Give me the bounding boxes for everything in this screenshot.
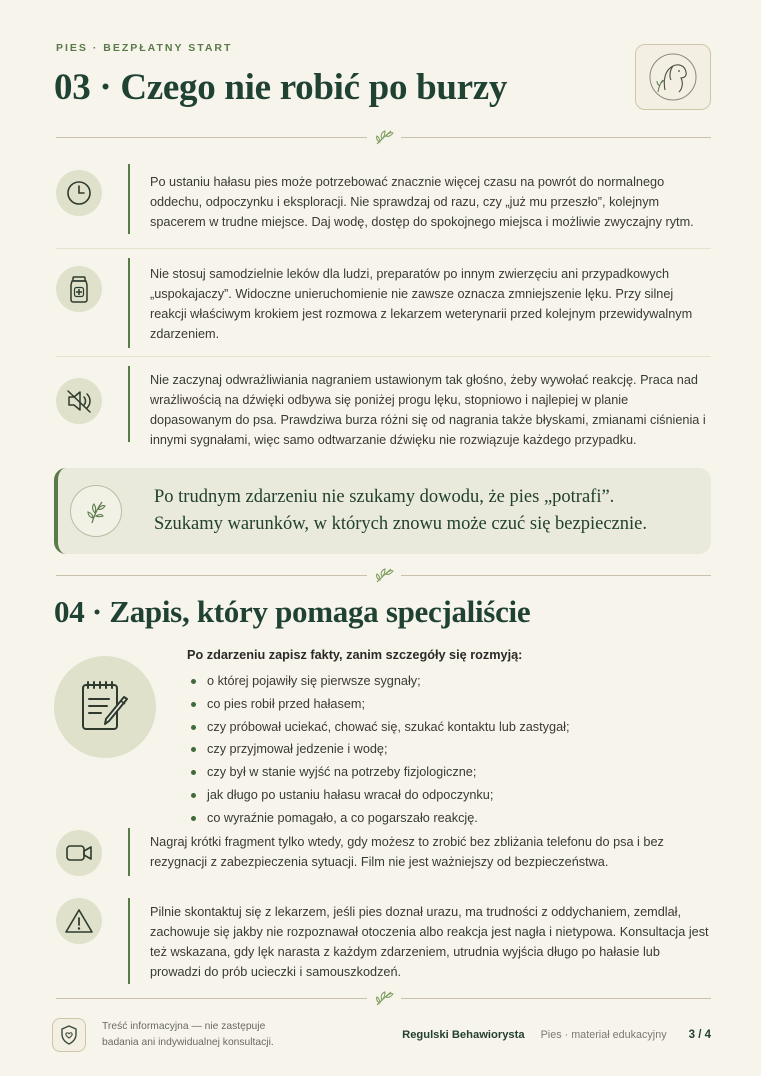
dog-icon — [643, 50, 703, 104]
list-item: czy próbował uciekać, chować się, szukać kontaktu lub zastygał; — [189, 716, 569, 739]
icon-badge — [56, 898, 102, 944]
medicine-jar-icon — [65, 274, 93, 304]
section-number: 04 — [54, 594, 85, 629]
leaf-icon — [373, 989, 395, 1007]
icon-badge — [56, 830, 102, 876]
clock-icon — [65, 179, 93, 207]
advice-item-warning — [56, 898, 711, 984]
advice-text: Nie stosuj samodzielnie leków dla ludzi, preparatów po innym zwierzęciu ani przypadkowych „uspokajaczy”. Widoczne unieruchomienie nie zawsze oznacza zmniejszenie lęku. Przy silnej reakcji właściwym krokiem jest rozmowa z lekarzem weterynarii przed kolejnym przewidywalnym zdarzeniem. — [150, 267, 693, 341]
video-camera-icon — [64, 842, 94, 864]
advice-text: Nagraj krótki fragment tylko wtedy, gdy możesz to zrobić bez zbliżania telefonu do psa i bez rezygnacji z zabezpieczenia sytuacji. Film nie jest ważniejszy od bezpieczeństwa. — [150, 835, 664, 869]
leaf-icon — [373, 566, 395, 584]
quote-line: Po trudnym zdarzeniu nie szukamy dowodu, że pies „potrafi”. — [154, 487, 615, 507]
notepad-pencil-icon — [73, 675, 137, 739]
advice-item-video — [56, 828, 711, 876]
facts-list — [189, 670, 569, 830]
page-title — [54, 66, 507, 109]
advice-text: Nie zaczynaj odwrażliwiania nagraniem ustawionym tak głośno, żeby wywołać reakcję. Praca nad wrażliwością na dźwięki odbywa się poniżej progu lęku, stopniowo i najlepiej w planie dopasowanym do psa. Prawdziwa burza różni się od nagrania także błyskami, zmianami ciśnienia i innymi sygnałami, więc samo odtwarzanie dźwięku nie rozwiązuje każdego przypadku. — [150, 373, 706, 447]
section-divider — [56, 127, 711, 147]
key-message-box — [54, 468, 711, 554]
notes-badge — [54, 656, 156, 758]
list-item: co pies robił przed hałasem; — [189, 693, 569, 716]
icon-badge — [56, 266, 102, 312]
section-title-text: · Zapis, który pomaga specjaliście — [84, 594, 531, 629]
speaker-muted-icon — [64, 387, 94, 415]
advice-item-medication — [56, 258, 711, 348]
page-number: 3 / 4 — [688, 1029, 711, 1041]
shield-badge — [52, 1018, 86, 1052]
page-kicker: PIES · BEZPŁATNY START — [56, 42, 233, 54]
advice-text: Po ustaniu hałasu pies może potrzebować znacznie więcej czasu na powrót do normalnego oddechu, odpoczynku i eksploracji. Nie sprawdzaj od razu, czy „już mu przeszło”, kolejnym spacerem w trudne miejsce. Daj wodę, dostęp do spokojnego miejsca i możliwie zwyczajny rytm. — [150, 175, 694, 229]
list-item: czy był w stanie wyjść na potrzeby fizjologiczne; — [189, 761, 569, 784]
quote-line: Szukamy warunków, w których znowu może czuć się bezpiecznie. — [154, 514, 647, 534]
warning-icon — [64, 907, 94, 935]
disclaimer: Treść informacyjna — nie zastępuje badania ani indywidualnej konsultacji. — [102, 1021, 274, 1048]
icon-badge — [56, 170, 102, 216]
list-item: czy przyjmował jedzenie i wodę; — [189, 738, 569, 761]
notes-heading: Po zdarzeniu zapisz fakty, zanim szczegóły się rozmyją: — [187, 648, 523, 662]
advice-item-rest — [56, 164, 711, 234]
row-separator — [56, 356, 711, 357]
section-title-text: · Czego nie robić po burzy — [90, 67, 508, 108]
sprout-icon — [83, 497, 109, 525]
leaf-icon — [373, 128, 395, 146]
section-divider — [56, 565, 711, 585]
advice-item-desensitization — [56, 366, 711, 450]
page-footer — [52, 1018, 711, 1052]
list-item: co wyraźnie pomagało, a co pogarszało reakcję. — [189, 807, 569, 830]
advice-text: Pilnie skontaktuj się z lekarzem, jeśli pies doznał urazu, ma trudności z oddychaniem, zemdlał, zachowuje się jakby nie rozpoznawał otoczenia albo reakcja jest nagła i nietypowa. Konsultacja jest też wskazana, gdy lęk narasta z każdym zdarzeniem, utrudnia wyjścia długo po hałasie lub prowadzi do prób ucieczki i samouszkodzeń. — [150, 905, 709, 979]
list-item: o której pojawiły się pierwsze sygnały; — [189, 670, 569, 693]
section-title — [54, 594, 530, 630]
list-item: jak długo po ustaniu hałasu wracał do odpoczynku; — [189, 784, 569, 807]
brand-name: Regulski Behawiorysta — [402, 1029, 525, 1041]
material-type: Pies · materiał edukacyjny — [540, 1029, 667, 1041]
section-number: 03 — [54, 67, 91, 108]
quote-badge — [70, 485, 122, 537]
row-separator — [56, 248, 711, 249]
footer-divider — [56, 988, 711, 1008]
icon-badge — [56, 378, 102, 424]
shield-heart-icon — [59, 1024, 79, 1046]
dog-logo — [635, 44, 711, 110]
